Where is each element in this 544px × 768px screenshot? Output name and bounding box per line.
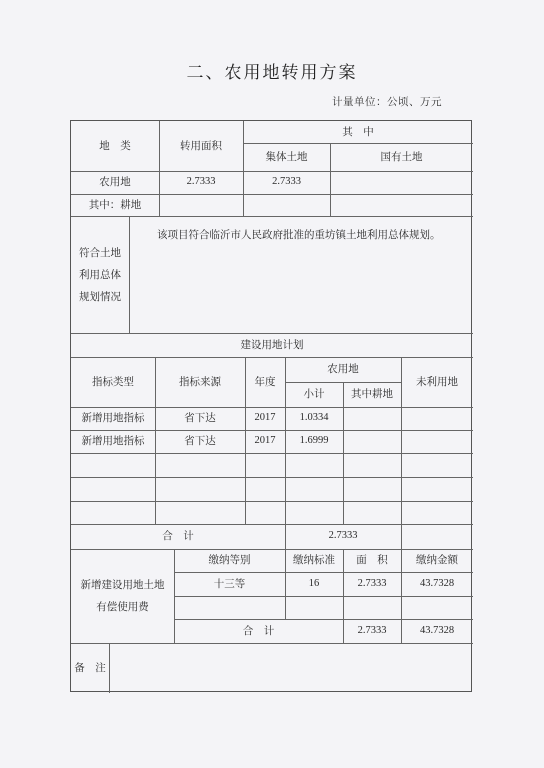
compliance-label-line: 符合土地	[79, 246, 121, 259]
row-arable-area	[159, 194, 243, 216]
plan-row-unused	[401, 407, 473, 430]
fee-label	[71, 549, 174, 643]
row-arable-collective	[243, 194, 330, 216]
plan-total-value: 2.7333	[328, 530, 358, 542]
fee-header-area: 面 积	[356, 554, 388, 567]
fee-header-amount: 缴纳金额	[416, 554, 458, 567]
row-agri-collective: 2.7333	[272, 176, 301, 188]
fee-total-amount: 43.7328	[419, 624, 455, 636]
fee-row-standard: 16	[308, 577, 320, 589]
header-of-which: 其 中	[342, 125, 374, 138]
fee-total-area: 2.7333	[357, 624, 387, 636]
row-agri-state	[330, 171, 473, 194]
plan-total-label: 合 计	[162, 530, 194, 543]
plan-row-subtotal: 1.6999	[299, 435, 329, 447]
unit-note: 计量单位：公顷、万元	[332, 96, 442, 108]
fee-row-area: 2.7333	[357, 577, 387, 589]
row-arable-label: 其中：耕地	[88, 198, 142, 211]
fee-row-grade: 十三等	[213, 577, 246, 590]
plan-header-source: 指标来源	[179, 375, 221, 388]
fee-header-standard: 缴纳标准	[293, 554, 335, 567]
remarks-label: 备 注	[74, 661, 106, 674]
row-agri-area: 2.7333	[186, 176, 216, 188]
fee-row-amount: 43.7328	[419, 577, 455, 589]
row-arable-state	[330, 194, 473, 216]
compliance-label-line: 利用总体	[79, 268, 121, 281]
fee-label-line: 新增建设用地土地	[80, 579, 165, 591]
header-converted-area: 转用面积	[180, 139, 222, 152]
compliance-label	[71, 216, 129, 333]
plan-row-subtotal: 1.0334	[299, 412, 329, 424]
plan-header-subtotal: 小计	[303, 388, 325, 401]
fee-total-label: 合 计	[242, 624, 275, 637]
fee-label-line: 有偿使用费	[96, 601, 149, 613]
plan-row-arable	[343, 407, 401, 430]
plan-header-arable: 其中耕地	[351, 388, 393, 401]
remarks-text	[109, 643, 473, 693]
plan-row-year: 2017	[254, 412, 276, 424]
row-agri-label: 农用地	[99, 176, 131, 189]
plan-header-agri: 农用地	[327, 363, 359, 376]
plan-row-type: 新增用地指标	[81, 412, 145, 425]
header-state-land: 国有土地	[380, 150, 423, 163]
plan-row-source: 省下达	[184, 412, 216, 425]
plan-row-source: 省下达	[184, 435, 216, 448]
plan-header-year: 年度	[254, 375, 276, 388]
fee-header-grade: 缴纳等别	[208, 554, 251, 567]
header-land-category: 地 类	[99, 139, 131, 152]
page-title: 二、农用地转用方案	[186, 63, 358, 83]
plan-header-type: 指标类型	[92, 375, 134, 388]
compliance-label-line: 规划情况	[79, 290, 121, 303]
header-collective-land: 集体土地	[265, 150, 308, 163]
compliance-text: 该项目符合临沂市人民政府批准的重坊镇土地利用总体规划。	[157, 229, 441, 241]
conversion-table	[70, 120, 472, 692]
plan-title: 建设用地计划	[240, 338, 304, 351]
plan-row-arable	[343, 430, 401, 453]
plan-header-unused: 未利用地	[416, 375, 458, 388]
plan-row-unused	[401, 430, 473, 453]
plan-row-type: 新增用地指标	[81, 435, 145, 448]
plan-row-year: 2017	[254, 435, 276, 447]
